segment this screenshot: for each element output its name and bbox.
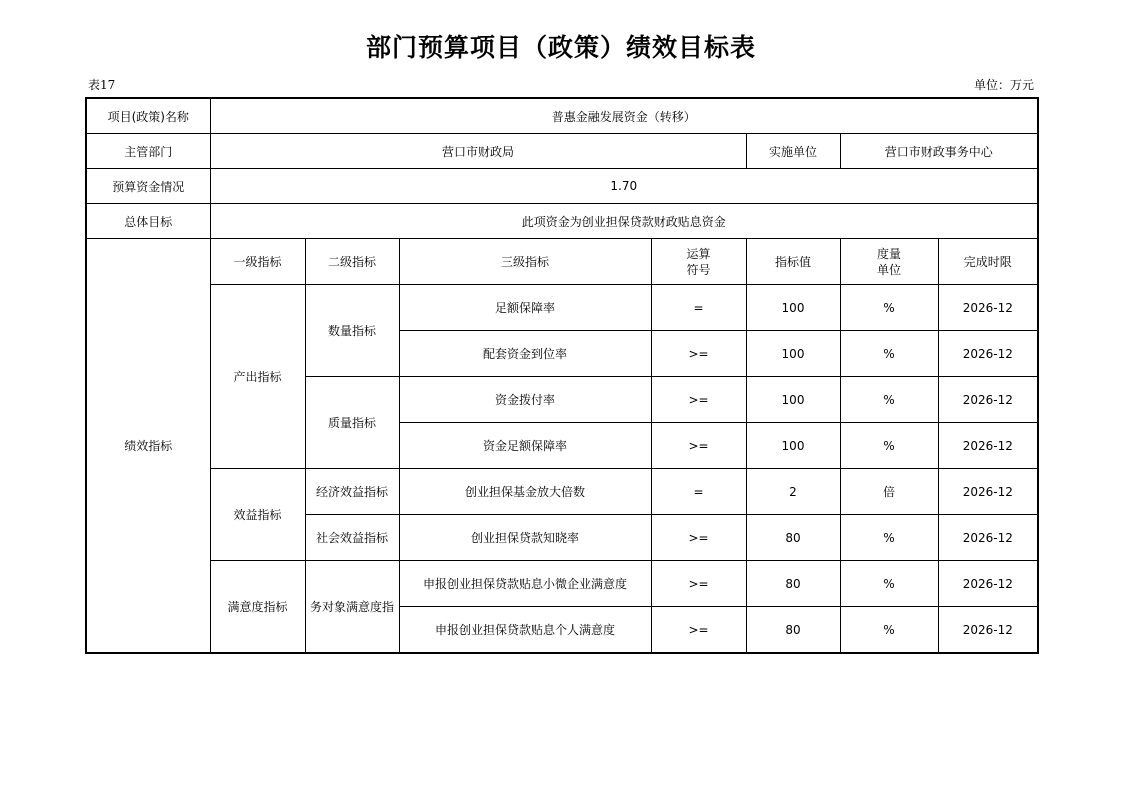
target-value-cell: 80 [746,515,840,561]
operator-cell: >= [651,331,746,377]
level2-indicator: 数量指标 [305,285,399,377]
budget-value: 1.70 [210,169,1038,204]
header-deadline: 完成时限 [938,239,1038,285]
project-row [86,98,1038,134]
level3-indicator: 申报创业担保贷款贴息个人满意度 [399,607,651,654]
header-level1: 一级指标 [210,239,305,285]
department-label: 主管部门 [86,134,210,169]
level2-indicator: 社会效益指标 [305,515,399,561]
deadline-cell: 2026-12 [938,515,1038,561]
operator-cell: = [651,285,746,331]
indicator-header-row [86,239,1038,285]
operator-cell: >= [651,377,746,423]
measure-unit-cell: % [840,331,938,377]
level3-indicator: 创业担保基金放大倍数 [399,469,651,515]
goal-value: 此项资金为创业担保贷款财政贴息资金 [210,204,1038,239]
project-value: 普惠金融发展资金（转移） [210,98,1038,134]
measure-unit-cell: % [840,607,938,654]
operator-cell: >= [651,423,746,469]
level3-indicator: 配套资金到位率 [399,331,651,377]
target-value-cell: 100 [746,423,840,469]
deadline-cell: 2026-12 [938,285,1038,331]
unit-label: 单位：万元 [973,78,1034,92]
header-level3: 三级指标 [399,239,651,285]
level2-indicator: 质量指标 [305,377,399,469]
target-value-cell: 80 [746,561,840,607]
table-number: 表17 [88,78,116,92]
header-target-value: 指标值 [746,239,840,285]
measure-unit-cell: % [840,515,938,561]
implementer-value: 营口市财政事务中心 [840,134,1038,169]
deadline-cell: 2026-12 [938,377,1038,423]
level2-indicator: 经济效益指标 [305,469,399,515]
header-level2: 二级指标 [305,239,399,285]
department-value: 营口市财政局 [210,134,746,169]
indicator-row [86,561,1038,607]
level1-indicator: 满意度指标 [210,561,305,654]
target-value-cell: 100 [746,331,840,377]
implementer-label: 实施单位 [746,134,840,169]
level1-indicator: 效益指标 [210,469,305,561]
target-value-cell: 80 [746,607,840,654]
target-value-cell: 100 [746,285,840,331]
performance-target-table [85,97,1039,654]
measure-unit-cell: % [840,561,938,607]
deadline-cell: 2026-12 [938,331,1038,377]
operator-cell: >= [651,607,746,654]
level3-indicator: 申报创业担保贷款贴息小微企业满意度 [399,561,651,607]
level1-indicator: 产出指标 [210,285,305,469]
level2-indicator: 务对象满意度指 [305,561,399,654]
deadline-cell: 2026-12 [938,423,1038,469]
measure-unit-cell: 倍 [840,469,938,515]
budget-label: 预算资金情况 [86,169,210,204]
indicator-row [86,469,1038,515]
budget-row [86,169,1038,204]
performance-indicator-label: 绩效指标 [86,239,210,654]
measure-unit-cell: % [840,423,938,469]
measure-unit-cell: % [840,377,938,423]
level3-indicator: 创业担保贷款知晓率 [399,515,651,561]
target-value-cell: 2 [746,469,840,515]
header-operator: 运算 符号 [651,239,746,285]
page-title: 部门预算项目（政策）绩效目标表 [365,33,756,62]
level3-indicator: 资金足额保障率 [399,423,651,469]
indicator-row [86,285,1038,331]
operator-cell: >= [651,561,746,607]
level3-indicator: 足额保障率 [399,285,651,331]
project-label: 项目(政策)名称 [86,98,210,134]
operator-cell: >= [651,515,746,561]
level3-indicator: 资金拨付率 [399,377,651,423]
operator-cell: = [651,469,746,515]
target-value-cell: 100 [746,377,840,423]
measure-unit-cell: % [840,285,938,331]
deadline-cell: 2026-12 [938,561,1038,607]
header-measure-unit: 度量 单位 [840,239,938,285]
deadline-cell: 2026-12 [938,469,1038,515]
goal-label: 总体目标 [86,204,210,239]
goal-row [86,204,1038,239]
deadline-cell: 2026-12 [938,607,1038,654]
department-row [86,134,1038,169]
